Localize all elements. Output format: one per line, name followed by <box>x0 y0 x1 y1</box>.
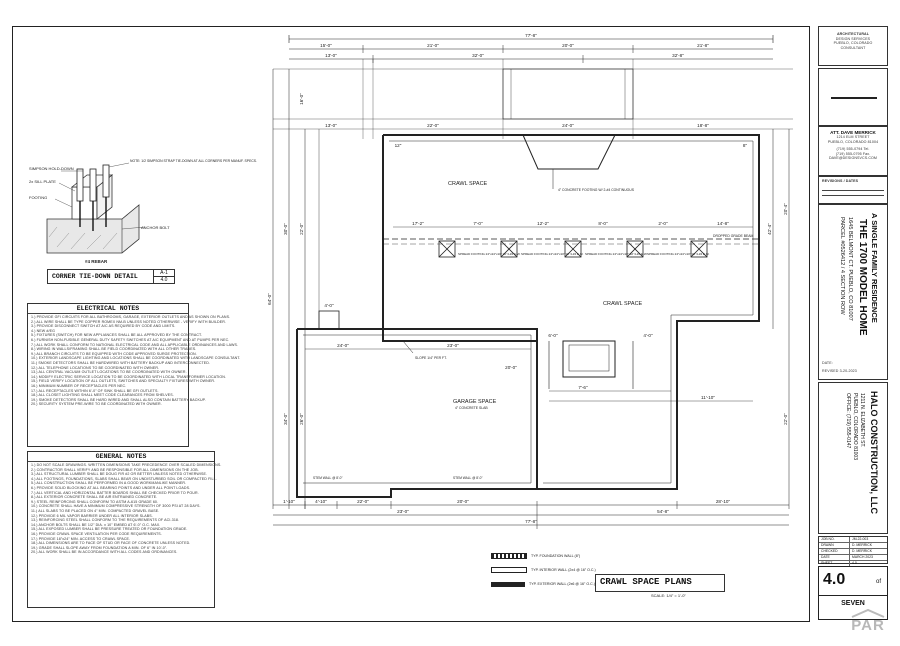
legend-swatch-interior <box>491 567 527 573</box>
sheet-scale: SCALE: 1/4" = 1'-0" <box>651 593 686 598</box>
stamp-line: ARCHITECTURAL <box>836 32 870 36</box>
electrical-notes-list <box>28 314 241 408</box>
general-note-item: 16.) PROVIDE CRAWL SPACE VENTILATION PER CODE REQUIREMENTS. <box>31 531 162 536</box>
dim-top-4: 21'-8" <box>697 43 709 48</box>
sheet-number: 4.0 <box>823 571 846 588</box>
date-label: DATE: <box>822 361 833 365</box>
pier-callout-2: SPREAD FOOTING 24"x24"x10" W/ 3-#4 E.W. <box>521 252 584 256</box>
garage-dim-1: 24'-0" <box>337 343 349 348</box>
room-label-crawl-2: CRAWL SPACE <box>603 301 643 307</box>
general-note-item: 6.) PROVIDE SOLID BLOCKING AT ALL BEARING POINTS AND UNDER ALL POINT LOADS. <box>31 485 191 490</box>
interior-dim-7: 7'-6" <box>578 385 588 390</box>
dim-overall-bot: 77'-8" <box>525 519 537 524</box>
legend-swatch-foundation <box>491 553 527 559</box>
legend-label: TYP. INTERIOR WALL (2x4 @ 16" O.C.) <box>531 568 596 572</box>
misc-dim-4: 4'-0" <box>643 333 653 338</box>
dim-mid-2: 22'-0" <box>427 123 439 128</box>
job-info-value: 4.0 <box>852 561 857 565</box>
detail-notes-text: NOTE: 1/2 SIMPSON STRAP TIE-DOWN AT ALL CORNERS PER MANUF. SPECS. <box>130 159 257 163</box>
general-note-item: 3.) ALL STRUCTURAL LUMBER SHALL BE DOUG FIR #2 OR BETTER UNLESS NOTED OTHERWISE. <box>31 472 208 477</box>
electrical-note-item: 10.) EXTERIOR LANDSCAPE LIGHTING AND LOCATIONS SHALL BE COORDINATED WITH LANDSCAPE CONSULTANT. <box>31 356 241 361</box>
stamp-line: DESIGN SERVICES <box>835 36 871 41</box>
general-notes-title: GENERAL NOTES <box>28 452 214 462</box>
dim-left2-1: 16'-0" <box>299 93 304 105</box>
garage-slab-note: 4" CONCRETE SLAB <box>455 406 488 410</box>
interior-dim-6: 14'-8" <box>717 221 729 226</box>
general-note-item: 1.) DO NOT SCALE DRAWINGS. WRITTEN DIMENSIONS TAKE PRECEDENCE OVER SCALED DIMENSIONS. <box>31 463 222 467</box>
general-note-item: 18.) ALL DIMENSIONS ARE TO FACE OF STUD OR FACE OF CONCRETE UNLESS NOTED. <box>31 541 191 546</box>
slab-slope-note: SLOPE 1/4" PER FT. <box>415 356 447 360</box>
electrical-note-item: 3.) PROVIDE DISCONNECT SWITCH AT A/C AS REQUIRED BY CODE AND LIMITS. <box>31 324 176 329</box>
general-note-item: 14.) ANCHOR BOLTS SHALL BE 1/2" DIA. x 10" EMBED AT 6'-0" O.C. MAX. <box>31 522 161 527</box>
job-info-value: D. MERRICK <box>852 549 872 553</box>
legend-swatch-exterior <box>491 582 525 587</box>
detail-ref <box>153 270 174 283</box>
dim-top2-1: 13'-0" <box>325 53 337 58</box>
title-block <box>818 26 888 620</box>
job-info-key: DATE <box>819 555 850 560</box>
interior-dim-2: 7'-0" <box>473 221 483 226</box>
garage-dim-3: 20'-0" <box>505 365 517 370</box>
job-info-key: JOB NO. <box>819 537 850 542</box>
dim-left-3: 34'-0" <box>283 413 288 425</box>
project-line-4: PARCEL #0526412 / 4 SECTION ROW <box>839 217 845 315</box>
dim-mid-1: 13'-0" <box>325 123 337 128</box>
interior-dim-4: 8'-0" <box>598 221 608 226</box>
pier-callout-1: SPREAD FOOTING 24"x24"x10" W/ 3-#4 E.W. <box>458 252 521 256</box>
electrical-note-item: 12.) ALL TELEPHONE LOCATIONS TO BE COORDINATED WITH OWNER. <box>31 365 160 370</box>
electrical-note-item: 7.) ALL WORK SHALL CONFORM TO NATIONAL ELECTRICAL CODE AND ALL APPLICABLE ORDINANCES AND LAWS. <box>31 342 239 347</box>
builder-box <box>818 382 888 534</box>
dim-right-1: 42'-4" <box>767 223 772 235</box>
general-note-item: 2.) CONTRACTOR SHALL VERIFY AND BE RESPONSIBLE FOR ALL DIMENSIONS ON THE JOB. <box>31 467 199 472</box>
electrical-note-item: 8.) WIRING IN WALLS/FRAMING SHALL BE FIELD COORDINATED WITH ALL OTHER TRADES. <box>31 347 197 352</box>
detail-label-top: SIMPSON HOLD-DOWN <box>29 166 74 171</box>
general-note-item: 5.) ALL CONSTRUCTION SHALL BE PERFORMED IN A GOOD WORKMANLIKE MANNER. <box>31 481 187 486</box>
dim-left-1: 64'-0" <box>267 293 272 305</box>
general-note-item: 20.) ALL WORK SHALL BE IN ACCORDANCE WITH ALL CODES AND ORDINANCES. <box>31 550 178 555</box>
builder-line-1: HALO CONSTRUCTION, LLC <box>869 391 879 514</box>
room-label-garage: GARAGE SPACE <box>453 399 497 405</box>
electrical-note-item: 4.) NEW #/EG <box>31 328 55 333</box>
dim-left-2: 30'-0" <box>283 223 288 235</box>
electrical-note-item: 14.) MODIFY ELECTRIC SERVICE LOCATION TO BE COORDINATED WITH LOCAL TRANSFORMER LOCATION. <box>31 374 227 379</box>
stem-wall-note-1: STEM WALL @ 8'-0" <box>313 476 343 480</box>
pier-callout-4: SPREAD FOOTING 24"x24"x10" W/ 3-#4 E.W. <box>647 252 710 256</box>
consultant-logo-box <box>818 68 888 126</box>
general-note-item: 4.) ALL FOOTINGS, FOUNDATIONS, SLABS SHALL BEAR ON UNDISTURBED SOIL OR COMPACTED FILL. <box>31 476 217 481</box>
misc-dim-1: 12" <box>394 143 402 148</box>
watermark-text: PAR <box>851 617 885 634</box>
sheet-total: SEVEN <box>841 600 865 607</box>
electrical-notes-box <box>27 303 241 447</box>
consultant-attn: ATT. DAVE MERRICK <box>830 130 876 135</box>
sheet-title: CRAWL SPACE PLANS <box>600 577 692 587</box>
drawing-sheet <box>12 26 810 622</box>
stamp-line: CONSULTANT <box>840 45 866 50</box>
electrical-note-item: 19.) SMOKE DETECTORS SHALL BE HARD WIRED AND SHALL ALSO CONTAIN BATTERY BACKUP. <box>31 397 206 402</box>
job-info-value: D. MERRICK <box>852 543 872 547</box>
corner-tie-down-detail <box>27 157 257 287</box>
dim-bot-2: 4'-10" <box>315 499 327 504</box>
builder-line-4: OFFICE: (719) 555-0147 <box>845 393 851 449</box>
detail-label-mid: 2x SILL PLATE <box>29 179 56 184</box>
job-info-value: MARCH 2023 <box>852 555 873 559</box>
dim-left2-2: 22'-0" <box>299 223 304 235</box>
dim-bot-3: 22'-0" <box>357 499 369 504</box>
detail-label-low: FOOTING <box>29 195 48 200</box>
job-info-key: DRAWN <box>819 543 850 548</box>
architect-stamp <box>818 26 888 66</box>
project-box <box>818 204 888 380</box>
dim-mid-3: 24'-0" <box>562 123 574 128</box>
dim-mid-4: 18'-8" <box>697 123 709 128</box>
general-note-item: 13.) REINFORCING STEEL SHALL CONFORM TO THE REQUIREMENTS OF ACI-318. <box>31 518 180 523</box>
dim-top-2: 21'-0" <box>427 43 439 48</box>
builder-line-2: 1211 N. ELIZABETH ST. <box>859 393 865 448</box>
consultant-info <box>818 126 888 176</box>
interior-dim-8: 11'-10" <box>701 395 715 400</box>
revisions-label: REVISIONS / DATES <box>822 179 859 183</box>
legend-item <box>491 549 601 563</box>
consultant-phone: (719) 555-0794 Tel. <box>836 147 870 152</box>
legend-label: TYP. EXTERIOR WALL (2x6 @ 16" O.C.) <box>529 582 595 586</box>
consultant-logo-rule <box>831 97 877 99</box>
consultant-address-2: PUEBLO, COLORADO 81004 <box>827 139 879 144</box>
dim-right-3: 22'-0" <box>783 413 788 425</box>
consultant-email: DAVE@DESIGNSVCS.COM <box>828 156 877 161</box>
job-info-key: CHECKED <box>819 549 850 554</box>
dim-bot-4: 20'-0" <box>457 499 469 504</box>
electrical-note-item: 15.) FIELD VERIFY LOCATION OF ALL OUTLETS, SWITCHES AND SPECIALTY FIXTURES WITH OWNER. <box>31 379 216 384</box>
sheet-title-box <box>595 574 725 592</box>
consultant-fax: (719) 555-0795 Fax. <box>835 151 871 156</box>
project-line-2: THE 1700 MODEL HOME <box>857 219 868 336</box>
revisions-rule <box>822 195 884 196</box>
garage-dim-2: 23'-0" <box>447 343 459 348</box>
stem-wall-note-2: STEM WALL @ 8'-0" <box>453 476 483 480</box>
electrical-note-item: 5.) FIXTURES (SWITCH) FOR NEW APPLIANCES SHALL BE ALL APPROVED BY THE CONTRACT. <box>31 333 203 338</box>
general-note-item: 15.) ALL EXPOSED LUMBER SHALL BE PRESSURE TREATED OR FOUNDATION GRADE. <box>31 527 188 532</box>
dim-left2-3: 26'-0" <box>299 413 304 425</box>
electrical-note-item: 2.) ALL WIRE SHALL BE TYPE COPPER ROMEX NM-B UNLESS NOTED OTHERWISE - VERIFY WITH BUILDER. <box>31 319 227 324</box>
legend-item <box>491 577 601 591</box>
room-label-crawl-1: CRAWL SPACE <box>448 181 488 187</box>
job-info-value: JM-22-003 <box>852 537 869 541</box>
interior-dim-1: 17'-2" <box>412 221 424 226</box>
footing-callout: 4" CONCRETE FOOTING W/ 2-#4 CONTINUOUS <box>558 188 634 192</box>
revisions-box <box>818 176 888 204</box>
garage-dim-4: 4'-0" <box>324 303 334 308</box>
detail-anchor-text: ANCHOR BOLT <box>141 225 170 230</box>
job-info-rows <box>819 537 887 567</box>
dim-right-2: 20'-4" <box>783 203 788 215</box>
par-watermark <box>840 608 896 642</box>
revisions-rule <box>822 190 884 191</box>
general-note-item: 7.) ALL VERTICAL AND HORIZONTAL BATTER BOARDS SHALL BE CHECKED PRIOR TO POUR. <box>31 490 199 495</box>
sheet-divider <box>819 595 887 596</box>
misc-dim-3: 6'-0" <box>548 333 558 338</box>
interior-dim-3: 12'-2" <box>537 221 549 226</box>
general-note-item: 9.) STEEL REINFORCING SHALL CONFORM TO ASTM A-615 GRADE 60. <box>31 499 159 504</box>
general-note-item: 8.) ALL EXTERIOR CONCRETE SHALL BE AIR ENTRAINED CONCRETE. <box>31 495 158 500</box>
general-note-item: 10.) CONCRETE SHALL HAVE A MINIMUM COMPRESSIVE STRENGTH OF 3000 PSI AT 28 DAYS. <box>31 504 201 509</box>
stamp-line: PUEBLO, COLORADO <box>833 41 873 46</box>
pier-callout-3: SPREAD FOOTING 24"x24"x10" W/ 3-#4 E.W. <box>585 252 648 256</box>
dim-top2-2: 32'-0" <box>472 53 484 58</box>
general-note-item: 17.) PROVIDE 18"x24" MIN. ACCESS TO CRAWL SPACE. <box>31 536 131 541</box>
electrical-note-item: 11.) SMOKE DETECTORS SHALL BE HARDWIRED WITH BATTERY BACKUP AND INTERCONNECTED. <box>31 360 211 365</box>
project-line-1: A SINGLE FAMILY RESIDENCE <box>870 213 879 323</box>
project-line-3: 1645 BELMONT CT. PUEBLO, CO 81007 <box>847 217 853 321</box>
detail-title-box <box>47 269 175 284</box>
interior-dim-5: 2'-0" <box>658 221 668 226</box>
dim-bot2-1: 23'-0" <box>397 509 409 514</box>
date-value: REVISED 3-20-2023 <box>822 369 857 373</box>
electrical-note-item: 9.) ALL BRANCH CIRCUITS TO BE EQUIPPED WITH CODE APPROVED SURGE PROTECTION. <box>31 351 197 356</box>
general-note-item: 19.) GRADE SHALL SLOPE AWAY FROM FOUNDATION A MIN. OF 6" IN 10'-0". <box>31 545 168 550</box>
dim-bot2-2: 54'-8" <box>657 509 669 514</box>
electrical-note-item: 6.) FURNISH NON-FUSIBLE GENERAL DUTY SAFETY SWITCHES AT A/C EQUIPMENT AND AT PUMPS PER NEC. <box>31 337 230 342</box>
grade-beam-callout: DROPPED GRADE BEAM <box>713 234 754 238</box>
dim-overall-top: 77'-8" <box>525 33 537 38</box>
detail-title: CORNER TIE-DOWN DETAIL <box>52 273 138 280</box>
dim-bot-5: 28'-10" <box>715 499 731 504</box>
job-info-table <box>818 536 888 564</box>
dim-bot-1: 1'-10" <box>283 499 295 504</box>
electrical-notes-title: ELECTRICAL NOTES <box>28 304 188 314</box>
general-note-item: 11.) ALL SLABS TO BE PLACED ON 4" MIN. COMPACTED GRAVEL BASE. <box>31 508 160 513</box>
builder-line-3: PUEBLO, COLORADO 81003 <box>852 393 858 460</box>
general-note-item: 12.) PROVIDE 6 MIL VAPOR BARRIER UNDER ALL INTERIOR SLABS. <box>31 513 153 518</box>
detail-rebar-text: #4 REBAR <box>85 259 108 264</box>
crawl-space-plan <box>253 29 809 529</box>
consultant-address-1: 1214 ELM STREET <box>836 135 870 139</box>
dim-top2-3: 32'-8" <box>672 53 684 58</box>
misc-dim-2: 8" <box>742 143 748 148</box>
electrical-note-item: 16.) MINIMUM NUMBER OF RECEPTACLES PER NEC. <box>31 383 127 388</box>
electrical-note-item: 17.) ALL RECEPTACLES WITHIN 6'-0" OF SINK SHALL BE GFI OUTLETS. <box>31 388 159 393</box>
dim-top-3: 20'-0" <box>562 43 574 48</box>
legend-label: TYP. FOUNDATION WALL (8") <box>531 554 581 558</box>
detail-ref-bot: 4.0 <box>160 277 168 283</box>
electrical-note-item: 13.) ALL CENTRAL VACUUM OUTLET LOCATIONS TO BE COORDINATED WITH OWNER. <box>31 370 187 375</box>
legend-item <box>491 563 601 577</box>
dim-top-1: 15'-0" <box>320 43 332 48</box>
wall-legend <box>491 549 601 597</box>
general-notes-box <box>27 451 222 608</box>
electrical-note-item: 18.) ALL CLOSET LIGHTING SHALL MEET CODE CLEARANCES FROM SHELVES. <box>31 393 174 398</box>
electrical-note-item: 20.) SECURITY SYSTEM PRE-WIRE TO BE COORDINATED WITH OWNER. <box>31 402 162 407</box>
job-info-key: SHEET <box>819 561 850 566</box>
electrical-note-item: 1.) PROVIDE GFI CIRCUITS FOR ALL BATHROOMS, GARAGE, EXTERIOR OUTLETS AND AS SHOWN ON PLANS. <box>31 315 231 319</box>
general-notes-list <box>28 462 222 556</box>
sheet-of: of <box>875 579 881 585</box>
detail-ref-top: A-1 <box>154 270 174 277</box>
tie-down-detail-drawing <box>27 157 257 272</box>
